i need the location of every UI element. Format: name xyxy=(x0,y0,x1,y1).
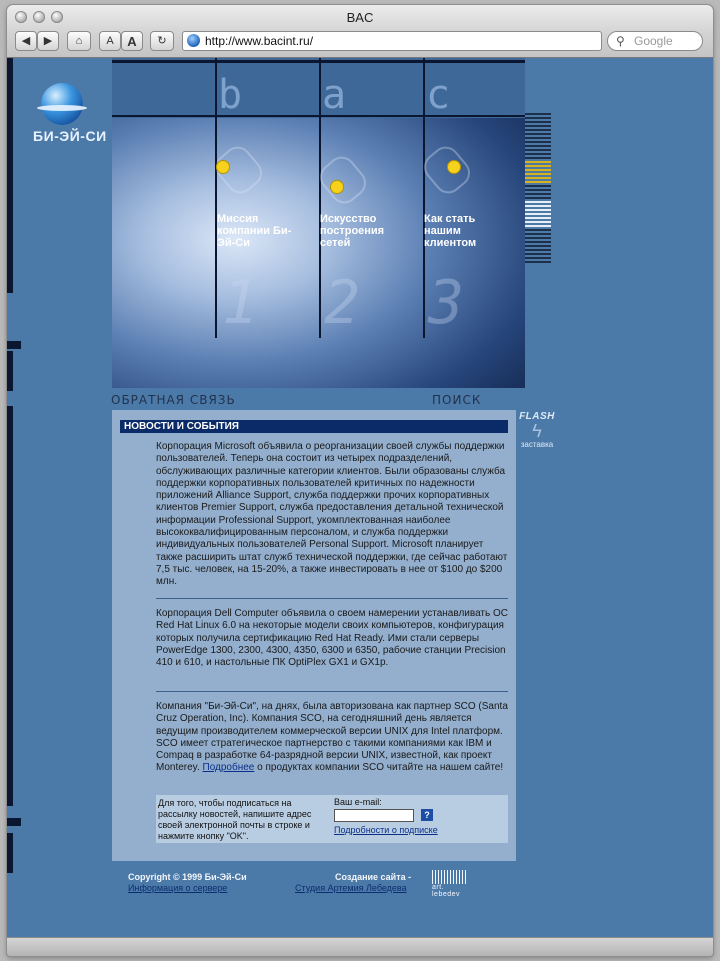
flash-subtitle: заставка xyxy=(520,440,554,449)
rings-icon xyxy=(314,151,371,209)
titlebar xyxy=(7,5,713,58)
news-item-3 xyxy=(156,701,509,775)
news-heading: НОВОСТИ И СОБЫТИЯ xyxy=(120,420,508,433)
search-link[interactable]: ПОИСК xyxy=(432,393,482,407)
news-item-3-text: Компания "Би-Эй-Си", на днях, была авторизована как партнер SCO (Santa Cruz Operation, Inc). Компания SCO, на сегодняшний день является ведущим производителем коммерческой версии UNIX для Intel платформ. SCO имеет стратегическое партнерство с такими компаниями как IBM и Compaq в разработке 64-разрядной версии UNIX, известной, как проект Monterey. xyxy=(156,701,508,774)
logo-text[interactable]: БИ-ЭЙ-СИ xyxy=(33,128,107,144)
rings-icon xyxy=(418,141,475,199)
nav-become-client[interactable]: Как стать нашим клиентом xyxy=(424,213,477,249)
subscription-details-link[interactable]: Подробности о подписке xyxy=(334,825,438,835)
page-content xyxy=(7,58,713,938)
copyright: Copyright © 1999 Би-Эй-Си xyxy=(128,872,247,882)
search-field[interactable] xyxy=(607,31,703,51)
made-by-label: Создание сайта - xyxy=(335,872,412,882)
left-decor xyxy=(7,58,21,938)
server-info-link[interactable]: Информация о сервере xyxy=(128,883,228,893)
logo-swoosh xyxy=(37,105,87,111)
news-item-3-text-end: о продуктах компании SCO читайте на нашем сайте! xyxy=(254,762,504,774)
more-sco-link[interactable]: Подробнее xyxy=(202,762,255,774)
address-bar[interactable] xyxy=(182,31,602,51)
hero-letter-c: c xyxy=(426,72,451,118)
subscribe-box xyxy=(156,795,508,843)
news-item-2: Корпорация Dell Computer объявила о своем намерении устанавливать OC Red Hat Linux 6.0 на некоторые модели своих компьютеров, конфигурация которых получила сертификацию Red Hat Ready. Ими стали серверы PowerEdge 1300, 2300, 4300, 4350, 6300 и 6350, рабочие станции Precision 410 и 610, и настольные ПК OptiPlex GX1 и GX1p. xyxy=(156,608,508,669)
news-item-1: Корпорация Microsoft объявила о реорганизации своей службы поддержки пользователей. Теперь она состоит из четырех подразделений, обслуживающих различные категории клиентов. Были образованы служба поддержки корпоративных пользователей критичных по надежности приложений Alliance Support, служба поддержки прочих корпоративных клиентов Premier Support, служба предоставления детальной технической информации Professional Support, укомплектованная наиболее высококвалифицированным персоналом, и служба поддержки индивидуальных пользователей Personal Support. Microsoft планирует также расширить штат служб технической поддержки, где сейчас работают 7,5 тыс. человек, на 15-20%, а также инвестировать в нее от $100 до $200 млн. xyxy=(156,441,508,588)
search-placeholder: Google xyxy=(634,34,673,48)
globe-icon xyxy=(187,34,200,47)
email-label: Ваш e-mail: xyxy=(334,797,382,807)
news-panel xyxy=(112,410,516,861)
logo-icon[interactable] xyxy=(41,83,83,125)
browser-window xyxy=(7,5,713,956)
window-title: BAC xyxy=(346,10,374,25)
reload-button[interactable]: ↻ xyxy=(150,31,174,51)
hero-letter-b: b xyxy=(218,72,243,118)
search-icon: ⚲ xyxy=(616,34,625,48)
nav-networks[interactable]: Искусство построения сетей xyxy=(320,213,385,249)
lightning-icon: ϟ xyxy=(532,421,542,441)
nav-mission[interactable]: Миссия компании Би-Эй-Си xyxy=(217,213,292,249)
forward-button[interactable]: ▶ xyxy=(37,31,59,51)
hero-number-2: 2 xyxy=(324,268,361,338)
barcode-icon xyxy=(432,870,468,884)
font-smaller-button[interactable]: A xyxy=(99,31,121,51)
address-text: http://www.bacint.ru/ xyxy=(205,34,314,48)
subscribe-help-button[interactable]: ? xyxy=(421,809,433,821)
subscribe-text: Для того, чтобы подписаться на рассылку новостей, напишите адрес своей электронной почты в строке и нажмите кнопку "OK". xyxy=(158,798,312,841)
email-input[interactable] xyxy=(334,809,414,822)
nav-dot-3[interactable] xyxy=(448,161,460,173)
flash-title: FLASH xyxy=(519,411,555,422)
home-button[interactable]: ⌂ xyxy=(67,31,91,51)
font-larger-button[interactable]: A xyxy=(121,31,143,51)
back-button[interactable]: ◀ xyxy=(15,31,37,51)
side-ticks xyxy=(525,113,551,273)
studio-link[interactable]: Студия Артемия Лебедева xyxy=(295,883,407,893)
feedback-link[interactable]: ОБРАТНАЯ СВЯЗЬ xyxy=(111,393,236,407)
hero-letter-a: a xyxy=(322,72,347,118)
art-lebedev-logo[interactable] xyxy=(432,870,468,898)
nav-dot-1[interactable] xyxy=(217,161,229,173)
art-lebedev-text: art. lebedev xyxy=(432,884,461,898)
flash-intro-link[interactable] xyxy=(516,411,558,457)
hero-number-3: 3 xyxy=(428,268,465,338)
nav-dot-2[interactable] xyxy=(331,181,343,193)
news-divider xyxy=(156,691,508,692)
status-bar xyxy=(7,937,713,956)
hero-banner xyxy=(112,58,525,388)
hero-number-1: 1 xyxy=(222,268,259,338)
news-divider xyxy=(156,598,508,599)
